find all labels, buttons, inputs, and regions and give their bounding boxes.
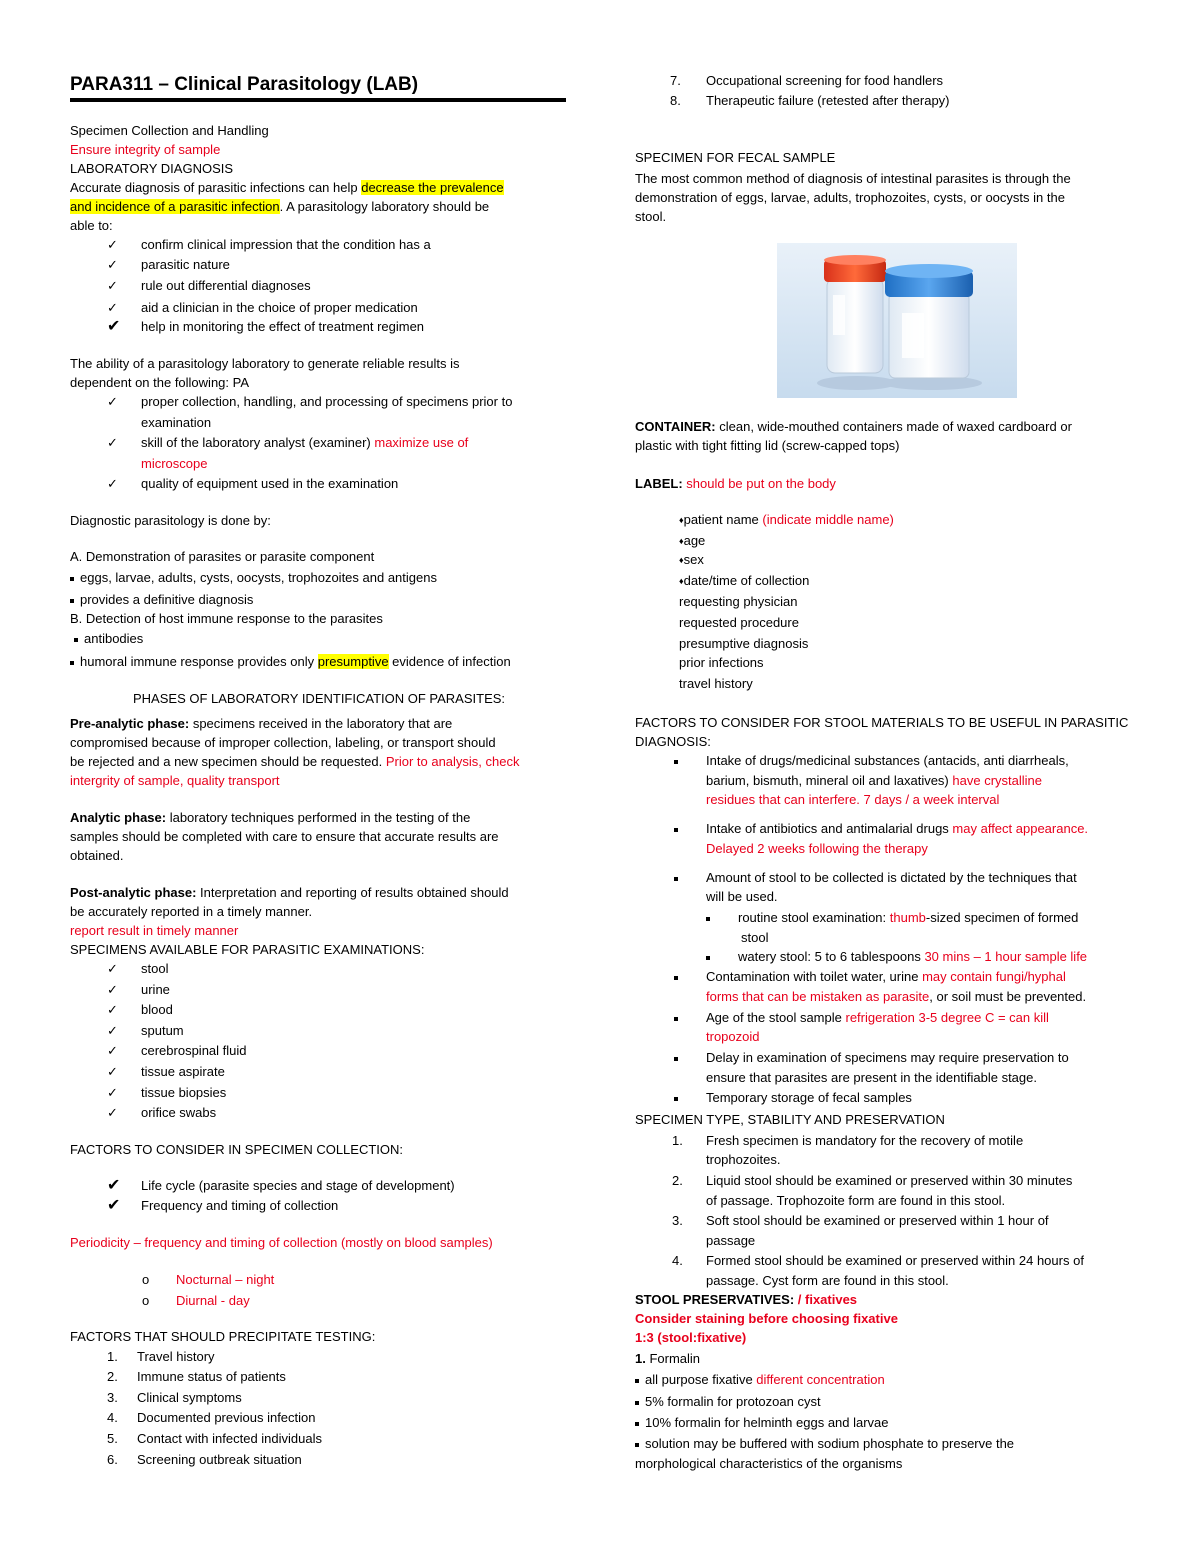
list-item: ✓ tissue biopsies xyxy=(107,1085,227,1100)
list-item: 2. Liquid stool should be examined or preserved within 30 minutes xyxy=(672,1173,1073,1188)
paragraph-line: dependent on the following: PA xyxy=(70,375,250,390)
list-item-cont: residues that can interfere. 7 days / a week interval xyxy=(706,792,1000,807)
check-icon: ✓ xyxy=(107,435,118,450)
section-heading: FACTORS TO CONSIDER IN SPECIMEN COLLECTION: xyxy=(70,1142,404,1157)
bullet-icon xyxy=(635,1401,639,1405)
label-item: ♦sex xyxy=(679,552,704,567)
paragraph-line: obtained. xyxy=(70,848,124,863)
list-item: Temporary storage of fecal samples xyxy=(674,1089,912,1107)
paragraph-line: compromised because of improper collection, labeling, or transport should xyxy=(70,735,496,750)
specimen-containers-image xyxy=(777,243,1017,398)
list-item: eggs, larvae, adults, cysts, oocysts, trophozoites and antigens xyxy=(70,569,437,587)
list-item: ✓ parasitic nature xyxy=(107,257,230,272)
paragraph-line: LABEL: should be put on the body xyxy=(635,476,836,491)
check-icon: ✓ xyxy=(107,1002,118,1017)
paragraph-line: Analytic phase: laboratory techniques performed in the testing of the xyxy=(70,810,471,825)
subheading: A. Demonstration of parasites or parasite component xyxy=(70,549,375,564)
label-item: requested procedure xyxy=(679,615,799,630)
list-item: 3. Clinical symptoms xyxy=(107,1390,242,1405)
section-heading: LABORATORY DIAGNOSIS xyxy=(70,161,234,176)
specimen-container-photo xyxy=(777,243,1017,398)
check-icon: ✓ xyxy=(107,1085,118,1100)
label-item: ♦age xyxy=(679,533,706,548)
section-heading: DIAGNOSIS: xyxy=(635,734,711,749)
list-item-cont: passage xyxy=(706,1233,756,1248)
red-note: report result in timely manner xyxy=(70,923,239,938)
list-item: o Diurnal - day xyxy=(142,1293,250,1308)
sub-list-item-cont: stool xyxy=(741,930,769,945)
list-item: ✓ stool xyxy=(107,961,169,976)
list-item: 5% formalin for protozoan cyst xyxy=(635,1393,821,1411)
red-note: Periodicity – frequency and timing of collection (mostly on blood samples) xyxy=(70,1235,493,1250)
red-note: 1:3 (stool:fixative) xyxy=(635,1330,747,1345)
sub-list-item: routine stool examination: thumb-sized specimen of formed xyxy=(706,909,1078,927)
paragraph-line: demonstration of eggs, larvae, adults, trophozoites, cysts, or oocysts in the xyxy=(635,190,1065,205)
bullet-icon: ♦ xyxy=(679,515,684,525)
list-item-cont: forms that can be mistaken as parasite, or soil must be prevented. xyxy=(706,989,1087,1004)
check-icon: ✓ xyxy=(107,300,118,315)
paragraph-line: The ability of a parasitology laboratory to generate reliable results is xyxy=(70,356,460,371)
list-item: 8. Therapeutic failure (retested after therapy) xyxy=(670,93,950,108)
list-item: 7. Occupational screening for food handlers xyxy=(670,73,944,88)
list-item-cont: barium, bismuth, mineral oil and laxatives) have crystalline xyxy=(706,773,1042,788)
list-item: 1. Fresh specimen is mandatory for the recovery of motile xyxy=(672,1133,1024,1148)
bullet-icon xyxy=(706,917,710,921)
list-item: ✓ sputum xyxy=(107,1023,184,1038)
list-item: ✓ confirm clinical impression that the condition has a xyxy=(107,237,431,252)
bullet-icon xyxy=(70,599,74,603)
check-icon: ✓ xyxy=(107,278,118,293)
list-item-cont: morphological characteristics of the organisms xyxy=(635,1456,903,1471)
list-item: ✓ urine xyxy=(107,982,170,997)
paragraph-line: CONTAINER: clean, wide-mouthed containers made of waxed cardboard or xyxy=(635,419,1072,434)
list-item: ✔ help in monitoring the effect of treatment regimen xyxy=(107,318,425,335)
bullet-icon xyxy=(674,877,678,881)
paragraph-line: samples should be completed with care to ensure that accurate results are xyxy=(70,829,499,844)
list-item: solution may be buffered with sodium phosphate to preserve the xyxy=(635,1435,1014,1453)
list-item: provides a definitive diagnosis xyxy=(70,591,253,609)
list-item: antibodies xyxy=(74,630,143,648)
list-item: ✓ orifice swabs xyxy=(107,1105,217,1120)
paragraph-line: stool. xyxy=(635,209,667,224)
bullet-icon xyxy=(635,1422,639,1426)
bullet-icon: ♦ xyxy=(679,576,684,586)
list-item-cont: passage. Cyst form are found in this stool. xyxy=(706,1273,949,1288)
section-heading: STOOL PRESERVATIVES: / fixatives xyxy=(635,1292,858,1307)
list-item: Contamination with toilet water, urine may contain fungi/hyphal xyxy=(674,968,1066,986)
section-heading: SPECIMEN TYPE, STABILITY AND PRESERVATION xyxy=(635,1112,945,1127)
list-item-cont: will be used. xyxy=(706,889,778,904)
circle-bullet-icon: o xyxy=(142,1293,150,1308)
label-item: requesting physician xyxy=(679,594,798,609)
list-item: ✓ proper collection, handling, and processing of specimens prior to xyxy=(107,394,513,409)
bullet-icon xyxy=(70,577,74,581)
list-item-cont: tropozoid xyxy=(706,1029,760,1044)
paragraph-line: be rejected and a new specimen should be requested. Prior to analysis, check xyxy=(70,754,520,769)
section-heading: FACTORS THAT SHOULD PRECIPITATE TESTING: xyxy=(70,1329,376,1344)
bullet-icon xyxy=(635,1443,639,1447)
list-item: Amount of stool to be collected is dictated by the techniques that xyxy=(674,869,1077,887)
bullet-icon xyxy=(674,760,678,764)
check-icon: ✔ xyxy=(107,1177,121,1194)
paragraph-line: Diagnostic parasitology is done by: xyxy=(70,513,271,528)
list-item-cont: Delayed 2 weeks following the therapy xyxy=(706,841,928,856)
paragraph-line: Accurate diagnosis of parasitic infections can help decrease the prevalence xyxy=(70,180,504,195)
title-rule xyxy=(70,98,566,102)
subheading: B. Detection of host immune response to the parasites xyxy=(70,611,383,626)
bullet-icon xyxy=(635,1379,639,1383)
list-item: 2. Immune status of patients xyxy=(107,1369,286,1384)
check-icon: ✓ xyxy=(107,961,118,976)
circle-bullet-icon: o xyxy=(142,1272,150,1287)
bullet-icon xyxy=(674,1017,678,1021)
list-item: 10% formalin for helminth eggs and larvae xyxy=(635,1414,889,1432)
check-icon: ✓ xyxy=(107,257,118,272)
bullet-icon xyxy=(706,956,710,960)
list-item: 6. Screening outbreak situation xyxy=(107,1452,302,1467)
list-item: Age of the stool sample refrigeration 3-5 degree C = can kill xyxy=(674,1009,1049,1027)
check-icon: ✓ xyxy=(107,982,118,997)
check-icon: ✓ xyxy=(107,1064,118,1079)
check-icon: ✔ xyxy=(107,318,121,335)
section-heading: SPECIMENS AVAILABLE FOR PARASITIC EXAMINATIONS: xyxy=(70,942,425,957)
paragraph-line: Pre-analytic phase: specimens received in the laboratory that are xyxy=(70,716,453,731)
paragraph-line: and incidence of a parasitic infection. A parasitology laboratory should be xyxy=(70,199,490,214)
page-title: PARA311 – Clinical Parasitology (LAB) xyxy=(70,74,419,95)
red-note: Ensure integrity of sample xyxy=(70,142,221,157)
list-item: Intake of antibiotics and antimalarial drugs may affect appearance. xyxy=(674,820,1088,838)
list-item-cont: trophozoites. xyxy=(706,1152,781,1167)
list-item: o Nocturnal – night xyxy=(142,1272,275,1287)
check-icon: ✓ xyxy=(107,237,118,252)
label-item: travel history xyxy=(679,676,753,691)
list-item: all purpose fixative different concentration xyxy=(635,1371,885,1389)
paragraph-line: be accurately reported in a timely manner. xyxy=(70,904,313,919)
list-item: ✓ quality of equipment used in the examination xyxy=(107,476,399,491)
list-item: ✔ Frequency and timing of collection xyxy=(107,1197,339,1214)
list-item: Delay in examination of specimens may require preservation to xyxy=(674,1049,1069,1067)
subheading: 1. Formalin xyxy=(635,1351,701,1366)
check-icon: ✔ xyxy=(107,1197,121,1214)
bullet-icon xyxy=(674,1057,678,1061)
list-item: 4. Formed stool should be examined or preserved within 24 hours of xyxy=(672,1253,1084,1268)
bullet-icon xyxy=(70,661,74,665)
check-icon: ✓ xyxy=(107,476,118,491)
list-item: ✓ aid a clinician in the choice of proper medication xyxy=(107,300,418,315)
list-item: ✓ blood xyxy=(107,1002,173,1017)
list-item-cont: of passage. Trophozoite form are found in this stool. xyxy=(706,1193,1006,1208)
list-item: ✓ rule out differential diagnoses xyxy=(107,278,311,293)
list-item-cont: ensure that parasites are present in the identifiable stage. xyxy=(706,1070,1037,1085)
list-item: Intake of drugs/medicinal substances (antacids, anti diarrheals, xyxy=(674,752,1069,770)
paragraph-line: able to: xyxy=(70,218,113,233)
section-heading: SPECIMEN FOR FECAL SAMPLE xyxy=(635,150,836,165)
list-item-cont: microscope xyxy=(141,456,208,471)
check-icon: ✓ xyxy=(107,394,118,409)
list-item: ✓ cerebrospinal fluid xyxy=(107,1043,247,1058)
list-item-cont: examination xyxy=(141,415,212,430)
check-icon: ✓ xyxy=(107,1105,118,1120)
sub-list-item: watery stool: 5 to 6 tablespoons 30 mins – 1 hour sample life xyxy=(706,948,1087,966)
list-item: ✓ tissue aspirate xyxy=(107,1064,225,1079)
list-item: 1. Travel history xyxy=(107,1349,215,1364)
section-heading: Specimen Collection and Handling xyxy=(70,123,269,138)
list-item: 4. Documented previous infection xyxy=(107,1410,316,1425)
section-heading: PHASES OF LABORATORY IDENTIFICATION OF PARASITES: xyxy=(133,691,506,706)
paragraph-line: The most common method of diagnosis of intestinal parasites is through the xyxy=(635,171,1071,186)
bullet-icon: ♦ xyxy=(679,555,684,565)
section-heading: FACTORS TO CONSIDER FOR STOOL MATERIALS TO BE USEFUL IN PARASITIC xyxy=(635,715,1129,730)
list-item: ✓ skill of the laboratory analyst (examiner) maximize use of xyxy=(107,435,469,450)
bullet-icon xyxy=(674,1097,678,1101)
list-item: 3. Soft stool should be examined or preserved within 1 hour of xyxy=(672,1213,1049,1228)
bullet-icon xyxy=(674,828,678,832)
label-item: ♦patient name (indicate middle name) xyxy=(679,512,894,527)
paragraph-line: Post-analytic phase: Interpretation and reporting of results obtained should xyxy=(70,885,509,900)
bullet-icon xyxy=(674,976,678,980)
paragraph-line: intergrity of sample, quality transport xyxy=(70,773,280,788)
red-note: Consider staining before choosing fixative xyxy=(635,1311,898,1326)
bullet-icon xyxy=(74,638,78,642)
list-item: humoral immune response provides only presumptive evidence of infection xyxy=(70,653,511,671)
bullet-icon: ♦ xyxy=(679,536,684,546)
paragraph-line: plastic with tight fitting lid (screw-capped tops) xyxy=(635,438,900,453)
label-item: presumptive diagnosis xyxy=(679,636,809,651)
check-icon: ✓ xyxy=(107,1023,118,1038)
check-icon: ✓ xyxy=(107,1043,118,1058)
label-item: ♦date/time of collection xyxy=(679,573,810,588)
list-item: ✔ Life cycle (parasite species and stage of development) xyxy=(107,1177,455,1194)
label-item: prior infections xyxy=(679,655,764,670)
list-item: 5. Contact with infected individuals xyxy=(107,1431,322,1446)
